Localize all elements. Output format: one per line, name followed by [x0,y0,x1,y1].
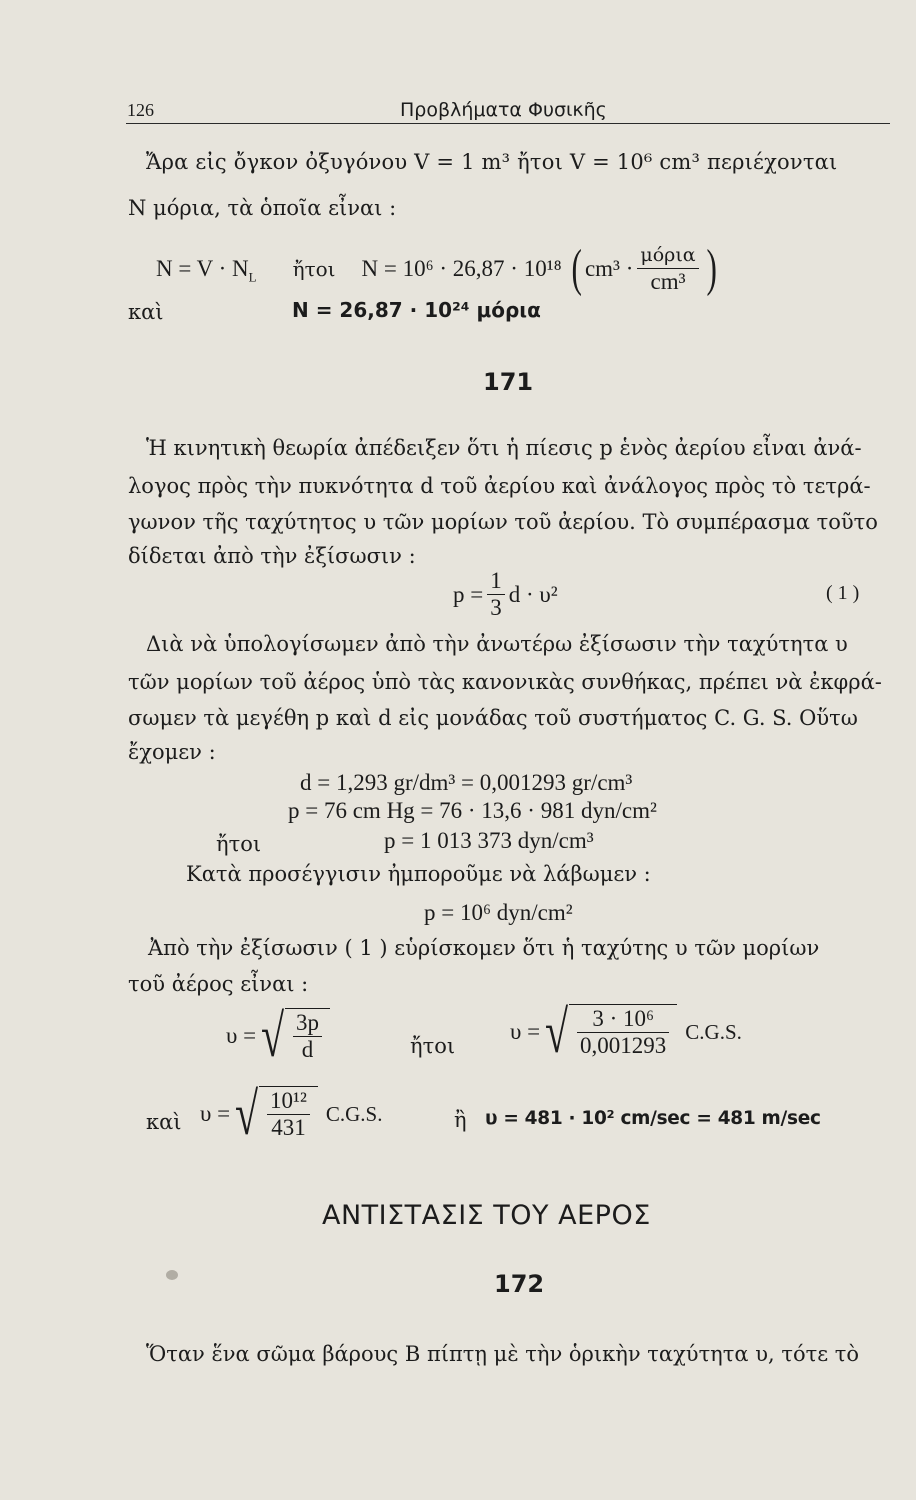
page-number: 126 [127,100,154,120]
eq1-fraction [487,568,505,621]
eq1-left: p = [453,581,484,607]
para1-line-2: λογος πρὸς τὴν πυκνότητα d τοῦ ἀερίου καὶ ἀνάλογος πρὸς τὸ τετρά- [128,474,871,498]
header-rule [126,123,890,124]
v-eq1-den: d [301,1037,314,1062]
para2-line-4: ἔχομεν : [128,740,216,764]
smudge-mark [166,1270,178,1280]
htoi-label-2: ἤτοι [216,832,262,856]
eq-n-mid: N = 10⁶ · 26,87 · 10¹⁸ [361,255,562,281]
radical-sign: √ [545,999,569,1065]
v-eq3-fraction [267,1088,310,1141]
intro-line-2: N μόρια, τὰ ὁποῖα εἶναι : [128,196,397,220]
result-n: N = 26,87 · 10²⁴ μόρια [292,298,541,322]
approx-text: Κατὰ προσέγγισιν ἠμποροῦμε νὰ λάβωμεν : [186,862,651,886]
v-eq2-num: 3 · 10⁶ [577,1006,669,1033]
kai-label: καὶ [128,300,164,324]
equation-n [156,239,720,297]
section-title: ΑΝΤΙΣΤΑΣΙΣ ΤΟΥ ΑΕΡΟΣ [322,1200,651,1231]
v-eq3-unit: C.G.S. [325,1101,383,1126]
velocity-equation-2 [510,999,742,1065]
para1-line-3: γωνον τῆς ταχύτητος υ τῶν μορίων τοῦ ἀερίου. Τὸ συμπέρασμα τοῦτο [128,510,878,534]
equation-p2: p = 1 013 373 dyn/cm³ [384,828,594,853]
sqrt-3 [230,1081,318,1147]
eq1-den: 3 [490,595,502,620]
velocity-equation-3 [200,1081,383,1147]
para2-line-1: Διὰ νὰ ὑπολογίσωμεν ἀπὸ τὴν ἀνωτέρω ἐξίσωσιν τὴν ταχύτητα υ [146,632,848,656]
or-label: ἢ [454,1108,467,1132]
para3-line-1: Ἀπὸ τὴν ἐξίσωσιν ( 1 ) εὑρίσκομεν ὅτι ἡ ταχύτης υ τῶν μορίων [148,936,820,960]
eq-unit-a: cm³ · [584,255,634,281]
eq-unit-fraction [637,242,698,295]
running-title: Προβλήματα Φυσικῆς [400,99,607,121]
sqrt-3-content [259,1086,318,1142]
equation-p3: p = 10⁶ dyn/cm² [424,900,573,925]
para2-line-2: τῶν μορίων τοῦ ἀέρος ὑπὸ τὰς κανονικὰς συνθήκας, πρέπει νὰ ἐκφρά- [128,670,882,694]
paren-close: ) [706,239,717,297]
htoi-label-3: ἤτοι [410,1034,456,1058]
para1-line-1: Ἡ κινητικὴ θεωρία ἀπέδειξεν ὅτι ἡ πίεσις p ἑνὸς ἀερίου εἶναι ἀνά- [146,436,862,460]
problem-number-172: 172 [494,1270,545,1298]
eq-unit-num: μόρια [637,242,698,269]
sqrt-1 [256,1003,330,1069]
velocity-result: υ = 481 · 10² cm/sec = 481 m/sec [485,1108,821,1129]
para1-line-4: δίδεται ἀπὸ τὴν ἐξίσωσιν : [128,544,416,568]
sqrt-2-content [569,1004,677,1060]
equation-p: p = 76 cm Hg = 76 · 13,6 · 981 dyn/cm² [288,798,657,823]
eq-unit-den: cm³ [650,269,686,294]
v-eq2-den: 0,001293 [580,1033,667,1058]
paren-open: ( [571,239,582,297]
intro-line-1: Ἄρα εἰς ὄγκον ὀξυγόνου V = 1 m³ ἤτοι V = 10⁶ cm³ περιέχονται [146,150,838,174]
v-eq3-num: 10¹² [267,1088,310,1115]
para3-line-2: τοῦ ἀέρος εἶναι : [128,972,309,996]
sqrt-2 [540,999,677,1065]
v-eq2-unit: C.G.S. [685,1019,742,1044]
equation-1 [453,568,558,621]
sqrt-1-content [285,1008,330,1064]
v-eq3-den: 431 [271,1115,306,1140]
eq1-right: d · υ² [508,581,558,607]
v-eq3-left: υ = [200,1101,231,1126]
equation-d: d = 1,293 gr/dm³ = 0,001293 gr/cm³ [300,770,633,795]
eq-htoi: ἤτοι [292,256,336,281]
problem-number-171: 171 [483,368,534,396]
v-eq1-num: 3p [293,1010,322,1037]
v-eq2-fraction [577,1006,669,1059]
radical-sign: √ [261,1003,285,1069]
eq1-num: 1 [487,568,505,595]
kai-label-2: καὶ [146,1110,182,1134]
para2-line-3: σωμεν τὰ μεγέθη p καὶ d εἰς μονάδας τοῦ συστήματος C. G. S. Οὕτω [128,706,858,730]
problem-172-line-1: Ὅταν ἕνα σῶμα βάρους B πίπτῃ μὲ τὴν ὁρικὴν ταχύτητα υ, τότε τὸ [146,1342,860,1366]
radical-sign: √ [235,1081,259,1147]
eq-n-left: $N = V \cdot N_L$ [156,255,257,285]
v-eq1-left: υ = [226,1023,257,1048]
equation-1-tag: ( 1 ) [826,582,860,604]
v-eq2-left: υ = [510,1019,541,1044]
velocity-equation-1 [226,1003,330,1069]
v-eq1-fraction [293,1010,322,1063]
